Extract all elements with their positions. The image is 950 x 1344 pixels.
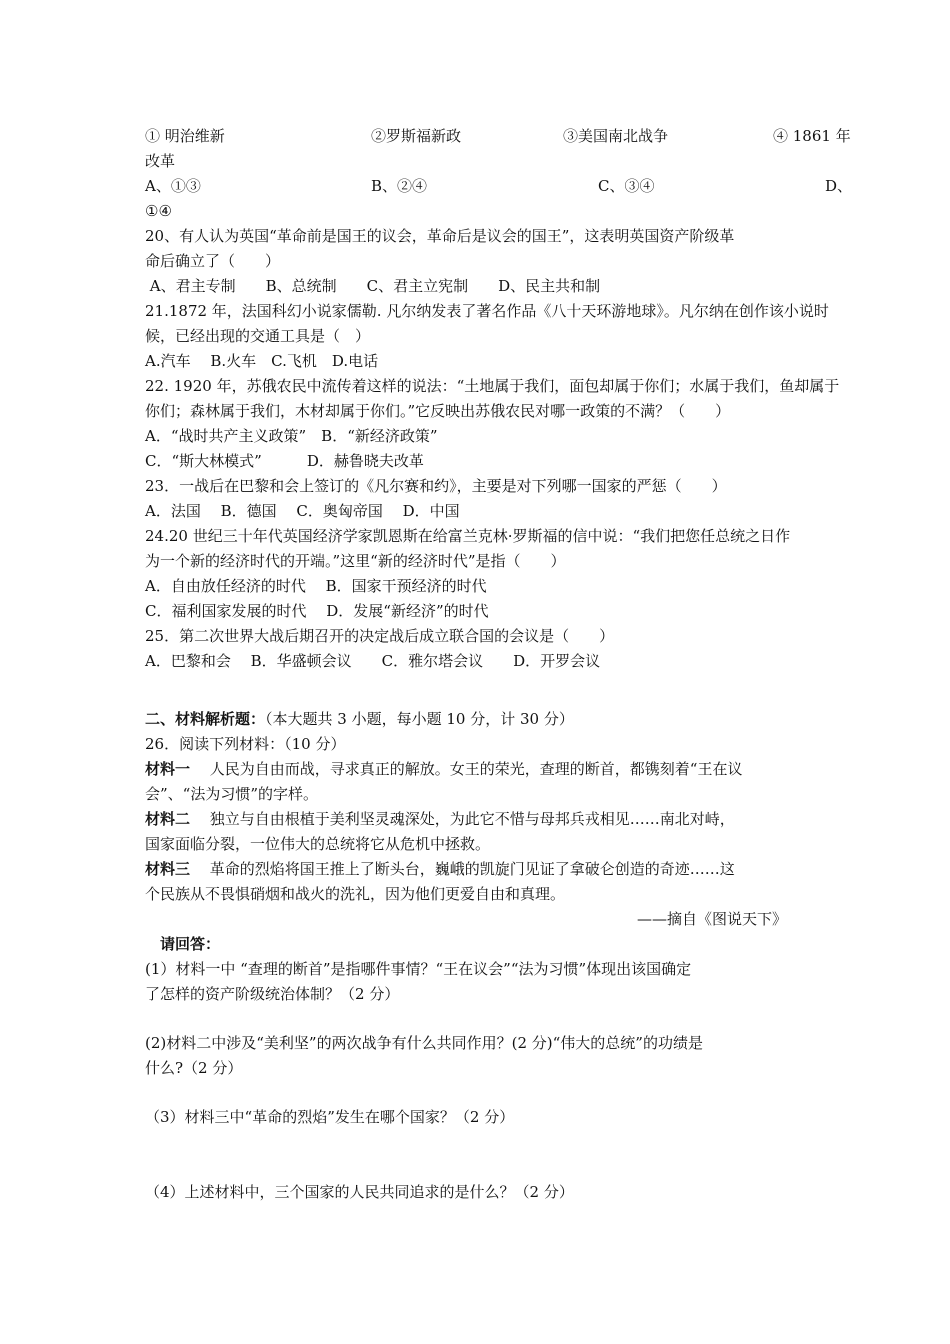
q22-stem-line2: 你们；森林属于我们，木材却属于你们。”它反映出苏俄农民对哪一政策的不满？（ ） [145,402,731,420]
material-3-text: 革命的烈焰将国王推上了断头台，巍峨的凯旋门见证了拿破仑创造的奇迹……这 [190,860,735,878]
q25-stem: 25．第二次世界大战后期召开的决定战后成立联合国的会议是（ ） [145,627,615,645]
material-3-line1 [145,859,735,879]
q20-options: A、君主专制 B、总统制 C、君主立宪制 D、民主共和制 [145,277,601,295]
q19-option-4-cont: 改革 [145,152,176,170]
q19-options-row [145,126,865,146]
material-2-line2: 国家面临分裂，一位伟大的总统将它从危机中拯救。 [145,835,491,853]
section2-desc: （本大题共 3 小题，每小题 10 分，计 30 分） [265,710,574,728]
q25-options: A．巴黎和会 B．华盛顿会议 C．雅尔塔会议 D．开罗会议 [145,652,601,670]
q23-stem: 23．一战后在巴黎和会上签订的《凡尔赛和约》，主要是对下列哪一国家的严惩（ ） [145,477,727,495]
q19-option-4: ④ 1861 年 [773,127,851,145]
material-2-label: 材料二 [145,810,191,828]
q19-option-1: ① 明治维新 [145,127,225,145]
q21-options: A.汽车 B.火车 C.飞机 D.电话 [145,352,379,370]
material-1-text: 人民为自由而战，寻求真正的解放。女王的荣光，查理的断首，都镌刻着“王在议 [190,760,743,778]
material-3-label: 材料三 [145,860,191,878]
material-2-line1 [145,809,735,829]
q23-options: A．法国 B．德国 C．奥匈帝国 D．中国 [145,502,460,520]
material-1-label: 材料一 [145,760,191,778]
q19-answer-a: A、①③ [145,177,201,195]
q19-answer-d: D、 [825,177,853,195]
q20-stem-line2: 命后确立了（ ） [145,252,281,270]
subquestion-4: （4）上述材料中，三个国家的人民共同追求的是什么？（2 分） [145,1183,574,1201]
section2-title: 二、材料解析题： [145,710,266,728]
q22-options-ab: A．“战时共产主义政策” B．“新经济政策” [145,427,438,445]
q21-stem-line1: 21.1872 年，法国科幻小说家儒勒. 凡尔纳发表了著名作品《八十天环游地球》。凡尔纳在创作该小说时 [145,302,829,320]
subquestion-2-line2: 什么?（2 分） [145,1059,243,1077]
q21-stem-line2: 候，已经出现的交通工具是（ ） [145,327,371,345]
q19-answers-row [145,176,865,196]
q24-stem-line1: 24.20 世纪三十年代英国经济学家凯恩斯在给富兰克林·罗斯福的信中说：“我们把您任总统之日作 [145,527,791,545]
subquestion-1-line2: 了怎样的资产阶级统治体制？（2 分） [145,985,400,1003]
material-1-line1 [145,759,742,779]
q24-options-ab: A．自由放任经济的时代 B．国家干预经济的时代 [145,577,487,595]
material-source: ——摘自《图说天下》 [637,910,788,928]
q19-option-2: ②罗斯福新政 [371,127,462,145]
answer-prompt: 请回答： [160,935,221,953]
material-2-text: 独立与自由根植于美利坚灵魂深处，为此它不惜与母邦兵戎相见……南北对峙， [190,810,735,828]
q19-answer-b: B、②④ [371,177,428,195]
section2-heading [145,709,574,729]
subquestion-2-line1: (2)材料二中涉及“美利坚”的两次战争有什么共同作用？(2 分)“伟大的总统”的功绩是 [145,1034,703,1052]
q22-options-cd: C．“斯大林模式” D．赫鲁晓夫改革 [145,452,424,470]
subquestion-1-line1: (1）材料一中 “查理的断首”是指哪件事情？“王在议会”“法为习惯”体现出该国确定 [145,960,692,978]
q19-answer-c: C、③④ [598,177,655,195]
q19-answer-d-cont: ①④ [145,202,172,220]
q20-stem-line1: 20、有人认为英国“革命前是国王的议会，革命后是议会的国王”，这表明英国资产阶级革 [145,227,735,245]
q19-option-3: ③美国南北战争 [563,127,669,145]
subquestion-3: （3）材料三中“革命的烈焰”发生在哪个国家？（2 分） [145,1108,515,1126]
material-1-line2: 会”、“法为习惯”的字样。 [145,785,319,803]
q24-stem-line2: 为一个新的经济时代的开端。”这里“新的经济时代”是指（ ） [145,552,566,570]
material-3-line2: 个民族从不畏惧硝烟和战火的洗礼，因为他们更爱自由和真理。 [145,885,566,903]
q26-intro: 26．阅读下列材料：（10 分） [145,735,346,753]
q22-stem-line1: 22. 1920 年，苏俄农民中流传着这样的说法：“土地属于我们，面包却属于你们；水属于我们，鱼却属于 [145,377,840,395]
q24-options-cd: C．福利国家发展的时代 D．发展“新经济”的时代 [145,602,489,620]
